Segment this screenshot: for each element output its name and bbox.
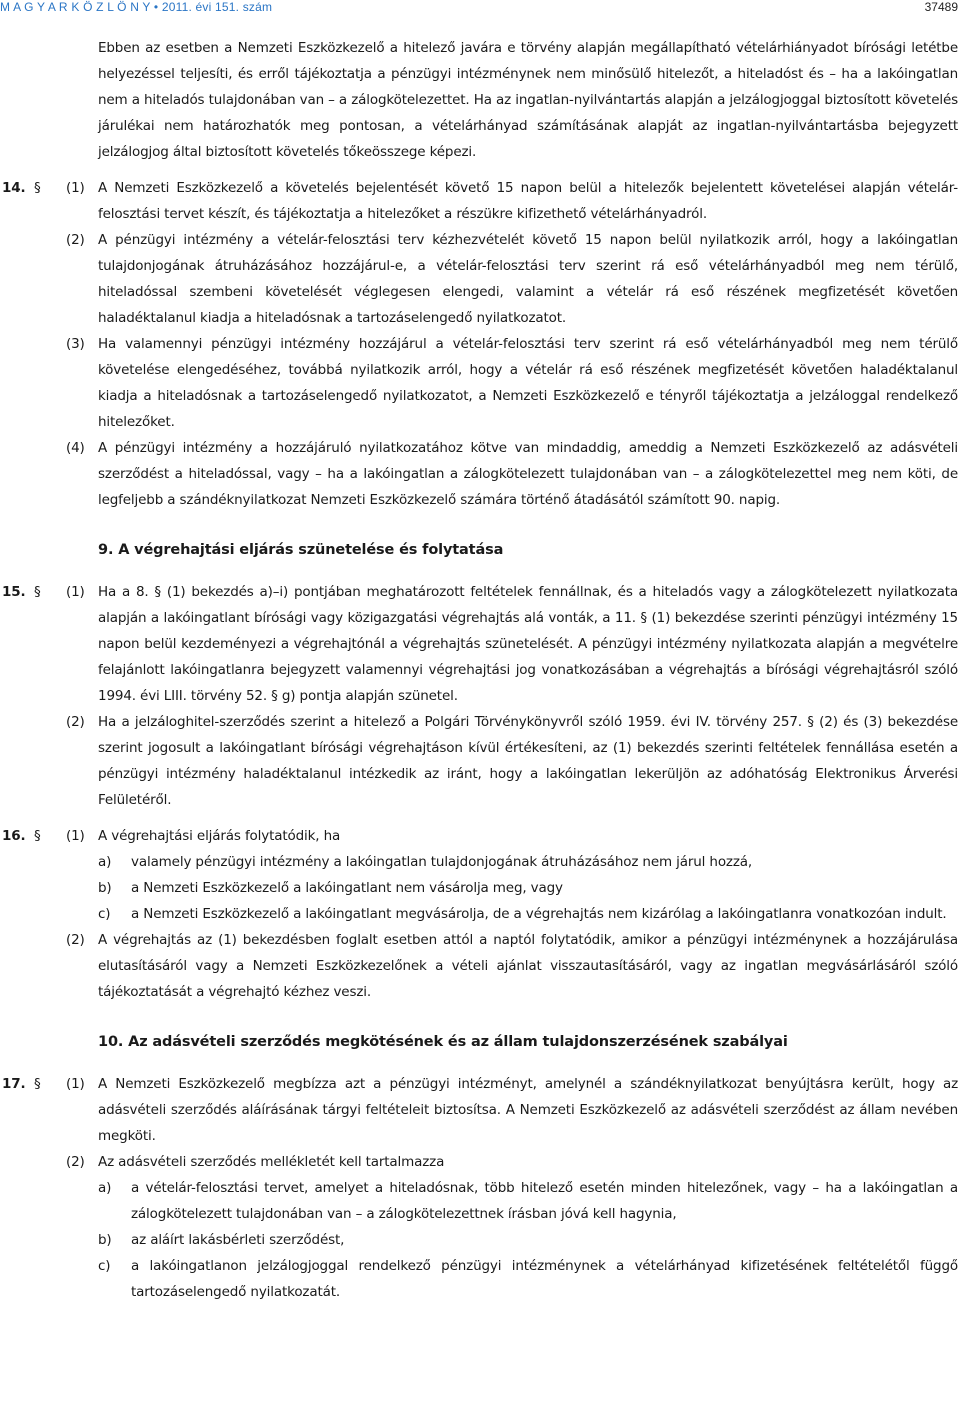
- chapter-heading: 9. A végrehajtási eljárás szünetelése és folytatása: [98, 542, 504, 558]
- section-sign: §: [34, 828, 41, 844]
- paragraph-text: Az adásvételi szerződés mellékletét kell tartalmazza: [98, 1154, 445, 1170]
- list-item-label: b): [98, 1232, 112, 1248]
- sections-container: [0, 175, 960, 1305]
- paragraph-number: (2): [66, 714, 85, 730]
- paragraph-number: (1): [66, 1076, 85, 1092]
- list-item-text: a Nemzeti Eszközkezelő a lakóingatlant megvásárolja, de a végrehajtás nem kizárólag a lakóingatlanra vonatkozóan indult.: [131, 906, 947, 922]
- section-number: 15.: [2, 584, 26, 600]
- list-item: [98, 901, 958, 927]
- list-item-text: valamely pénzügyi intézmény a lakóingatlan tulajdonjogának átruházásához nem járul hozzá,: [131, 854, 753, 870]
- paragraph: [0, 227, 958, 331]
- paragraph-number: (2): [66, 932, 85, 948]
- paragraph: [0, 175, 958, 227]
- paragraph-number: (1): [66, 828, 85, 844]
- section-number: 17.: [2, 1076, 26, 1092]
- journal-title: M A G Y A R K Ö Z L Ö N Y • 2011. évi 151. szám: [0, 0, 273, 14]
- list-item-text: a Nemzeti Eszközkezelő a lakóingatlant nem vásárolja meg, vagy: [131, 880, 563, 896]
- paragraph-text: Ha a 8. § (1) bekezdés a)–i) pontjában meghatározott feltételek fennállnak, és a hiteladós vagy a zálogkötelezett nyilatkozata alapján a lakóingatlant bírósági vagy közigazgatási végrehajtás alá vonták, a 11. § (1) bekezdése szerinti pénzügyi intézmény 15 napon belül kezdeményezi a végrehajtónál a végrehajtás szünetelését. A pénzügyi intézmény nyilatkozata alapján a megvételre felajánlott lakóingatlanra bejegyzett valamennyi végrehajtási jog vonatkozásában a végrehajtás a bírósági végrehajtásról szóló 1994. évi LIII. törvény 52. § g) pontja alapján szünetel.: [98, 584, 958, 704]
- document-body: [0, 35, 960, 1305]
- list-item: [98, 875, 958, 901]
- section-number: 16.: [2, 828, 26, 844]
- paragraph-number: (2): [66, 1154, 85, 1170]
- section: [0, 579, 960, 813]
- list-item: [98, 849, 958, 875]
- list-item-label: c): [98, 1258, 111, 1274]
- paragraph-number: (3): [66, 336, 85, 352]
- list-item: [98, 1253, 958, 1305]
- list-item-text: az aláírt lakásbérleti szerződést,: [131, 1232, 345, 1248]
- intro-paragraph: Ebben az esetben a Nemzeti Eszközkezelő a hitelező javára e törvény alapján megállapítható vételárhiányadot bírósági letétbe helyezéssel teljesíti, és erről tájékoztatja a pénzügyi intézménynek nem minősülő hitelezőt, a hiteladóst és – ha a lakóingatlan nem a hiteladós tulajdonában van – a zálogkötelezettet. Ha az ingatlan-nyilvántartás alapján a jelzálogjoggal biztosított követelés járulékai nem határozhatók meg pontosan, a vételárhányad számításának alapját az ingatlan-nyilvántartásba bejegyzett jelzálogjog által biztosított követelés tőkeösszege képezi.: [98, 40, 958, 160]
- paragraph-number: (4): [66, 440, 85, 456]
- list-item-text: a lakóingatlanon jelzálogjoggal rendelkező pénzügyi intézménynek a vételárhányad kifizetésének feltételétől függő tartozáselengedő nyilatkozatát.: [131, 1258, 958, 1300]
- list-item-label: b): [98, 880, 112, 896]
- paragraph: [0, 435, 958, 513]
- section-sign: §: [34, 180, 41, 196]
- list-item: [98, 1175, 958, 1227]
- section-sign: §: [34, 584, 41, 600]
- paragraph-text: A Nemzeti Eszközkezelő megbízza azt a pénzügyi intézményt, amelynél a szándéknyilatkozat benyújtásra került, hogy az adásvételi szerződés aláírásának tárgyi feltételeit biztosítsa. A Nemzeti Eszközkezelő az adásvételi szerződést az állam nevében megköti.: [98, 1076, 958, 1144]
- list-item-label: a): [98, 1180, 112, 1196]
- paragraph-text: A végrehajtási eljárás folytatódik, ha: [98, 828, 341, 844]
- section-number: 14.: [2, 180, 26, 196]
- paragraph-text: A pénzügyi intézmény a hozzájáruló nyilatkozatához kötve van mindaddig, ameddig a Nemzeti Eszközkezelő az adásvételi szerződést a hiteladóssal, vagy – ha a lakóingatlan a zálogkötelezett tulajdonában van – a zálogkötelezettel meg nem köti, de legfeljebb a szándéknyilatkozat Nemzeti Eszközkezelő számára történő átadásától számított 90. napig.: [98, 440, 958, 508]
- list-item-label: a): [98, 854, 112, 870]
- paragraph-text: A pénzügyi intézmény a vételár-felosztási terv kézhezvételét követő 15 napon belül nyilatkozik arról, hogy a lakóingatlan tulajdonjogának átruházásához hozzájárul-e, a vételár-felosztási terv szerint rá eső vételárhányadból meg nem térülő, hiteladóssal szembeni követelését véglegesen elengedi, valamint a vételár rá eső részének megfizetését követően haladéktalanul kiadja a hiteladósnak a tartozáselengedő nyilatkozatot.: [98, 232, 958, 326]
- paragraph: [0, 331, 958, 435]
- paragraph-text: Ha valamennyi pénzügyi intézmény hozzájárul a vételár-felosztási terv szerint rá eső vételárhányadból meg nem térülő követelése elengedéséhez, továbbá nyilatkozik arról, hogy a vételár rá eső részének megfizetését követően haladéktalanul kiadja a hiteladósnak a tartozáselengedő nyilatkozatot, a Nemzeti Eszközkezelő e tényről tájékoztatja a jelzáloggal rendelkező hitelezőket.: [98, 336, 958, 430]
- paragraph: [0, 823, 958, 927]
- list-item-text: a vételár-felosztási tervet, amelyet a hiteladósnak, több hitelező esetén minden hitelezőnek, vagy – ha a lakóingatlan a zálogkötelezett tulajdonában van – a zálogkötelezettnek írásban jóvá kell hagynia,: [131, 1180, 958, 1222]
- section-sign: §: [34, 1076, 41, 1092]
- paragraph: [0, 927, 958, 1005]
- paragraph-number: (1): [66, 180, 85, 196]
- section: [0, 175, 960, 513]
- paragraph-number: (1): [66, 584, 85, 600]
- paragraph-text: A Nemzeti Eszközkezelő a követelés bejelentését követő 15 napon belül a hitelezők bejelentett követelései alapján vételár-felosztási tervet készít, és tájékoztatja a hitelezőket a részükre kifizethető vételárhányadról.: [98, 180, 958, 222]
- page-header: [0, 0, 960, 18]
- paragraph: [0, 709, 958, 813]
- paragraph-text: A végrehajtás az (1) bekezdésben foglalt esetben attól a naptól folytatódik, amikor a pénzügyi intézménynek a hozzájárulása elutasításáról vagy a Nemzeti Eszközkezelőnek a vételi ajánlat visszautasításáról, vagy az ingatlan megvásárlásáról szóló tájékoztatását a végrehajtó kézhez veszi.: [98, 932, 958, 1000]
- paragraph: [0, 1149, 958, 1305]
- list-item: [98, 1227, 958, 1253]
- list-item-label: c): [98, 906, 111, 922]
- section: [0, 823, 960, 1005]
- section: [0, 1071, 960, 1305]
- chapter-heading: 10. Az adásvételi szerződés megkötésének és az állam tulajdonszerzésének szabályai: [98, 1034, 788, 1050]
- page-number: 37489: [924, 0, 958, 14]
- paragraph-text: Ha a jelzáloghitel-szerződés szerint a hitelező a Polgári Törvénykönyvről szóló 1959. évi IV. törvény 257. § (2) és (3) bekezdése szerint jogosult a lakóingatlant bírósági végrehajtáson kívül értékesíteni, az (1) bekezdés szerinti feltételek fennállása esetén a pénzügyi intézmény haladéktalanul intézkedik az iránt, hogy a lakóingatlan lekerüljön az adóhatóság Elektronikus Árverési Felületéről.: [98, 714, 958, 808]
- paragraph-number: (2): [66, 232, 85, 248]
- item-list: [98, 849, 958, 927]
- paragraph: [0, 579, 958, 709]
- item-list: [98, 1175, 958, 1305]
- paragraph: [0, 1071, 958, 1149]
